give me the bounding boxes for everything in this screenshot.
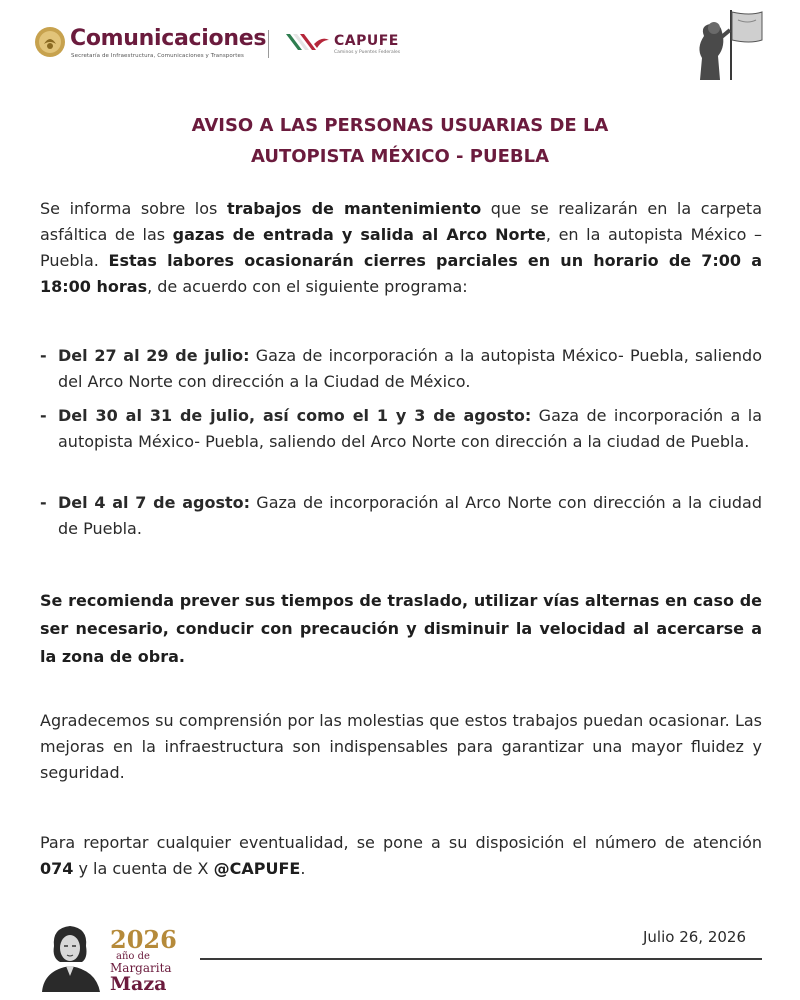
report-text: y la cuenta de X [73, 859, 214, 878]
schedule-description: Gaza de incorporación a la autopista México- Puebla, saliendo del Arco Norte con dirección a la Ciudad de México. [58, 346, 763, 391]
capufe-logo-icon [284, 30, 330, 54]
schedule-date: Del 4 al 7 de agosto: [58, 493, 251, 512]
intro-text: , de acuerdo con el siguiente programa: [147, 277, 468, 296]
footer-divider [200, 958, 762, 960]
header-divider [268, 30, 269, 58]
footer-year-subtitle: año de [116, 951, 150, 962]
schedule-item-text [58, 403, 762, 455]
flag-bearer-emblem-icon [690, 6, 770, 86]
intro-text: que se realizarán en la carpeta asfáltica de las [40, 199, 763, 244]
capufe-subtitle: Caminos y Puentes Federales [334, 50, 401, 55]
intro-bold: trabajos de mantenimiento [226, 199, 482, 218]
list-dash: - [40, 406, 47, 425]
schedule-description: Gaza de incorporación a la autopista México- Puebla, saliendo del Arco Norte con dirección a la ciudad de Puebla. [58, 406, 763, 451]
schedule-date: Del 27 al 29 de julio: [58, 346, 250, 365]
intro-paragraph [40, 196, 762, 300]
report-text: . [300, 859, 306, 878]
intro-text: , en la autopista México – Puebla. [40, 225, 763, 270]
title-line-1: AVISO A LAS PERSONAS USUARIAS DE LA [191, 115, 609, 136]
intro-bold: Estas labores ocasionarán cierres parciales en un horario de 7:00 a 18:00 horas [40, 251, 762, 296]
mexico-seal-icon [34, 26, 66, 58]
header [0, 0, 800, 100]
phone-number: 074 [40, 859, 74, 878]
recommendation-paragraph: Se recomienda prever sus tiempos de traslado, utilizar vías alternas en caso de ser necesario, conducir con precaución y disminuir la velocidad al acercarse a la zona de obra. [40, 591, 762, 666]
footer-name: Margarita [110, 961, 172, 975]
title-line-2: AUTOPISTA MÉXICO - PUEBLA [250, 146, 550, 167]
margarita-maza-portrait-icon [36, 920, 106, 992]
footer-year: 2026 [110, 925, 177, 954]
page-title [80, 110, 720, 172]
intro-text: Se informa sobre los [40, 199, 227, 218]
schedule-date: Del 30 al 31 de julio, así como el 1 y 3 de agosto: [58, 406, 532, 425]
thanks-paragraph: Agradecemos su comprensión por las molestias que estos trabajos puedan ocasionar. Las mejoras en la infraestructura son indispensables para garantizar una mayor fluidez y seguridad. [40, 711, 762, 782]
x-account: @CAPUFE [213, 859, 301, 878]
list-dash: - [40, 346, 47, 365]
footer-surname: Maza [110, 973, 167, 995]
brand-subtitle: Secretaría de Infraestructura, Comunicaciones y Transportes [71, 53, 244, 59]
schedule-item-text [58, 490, 762, 542]
report-text: Para reportar cualquier eventualidad, se pone a su disposición el número de atención [40, 833, 762, 852]
capufe-name: CAPUFE [334, 33, 399, 49]
schedule-item-text [58, 343, 762, 395]
document-date: Julio 26, 2026 [642, 928, 746, 946]
brand-title: Comunicaciones [70, 26, 267, 51]
list-dash: - [40, 493, 47, 512]
intro-bold: gazas de entrada y salida al Arco Norte [172, 225, 546, 244]
report-paragraph [40, 830, 762, 882]
schedule-description: Gaza de incorporación al Arco Norte con dirección a la ciudad de Puebla. [58, 493, 763, 538]
